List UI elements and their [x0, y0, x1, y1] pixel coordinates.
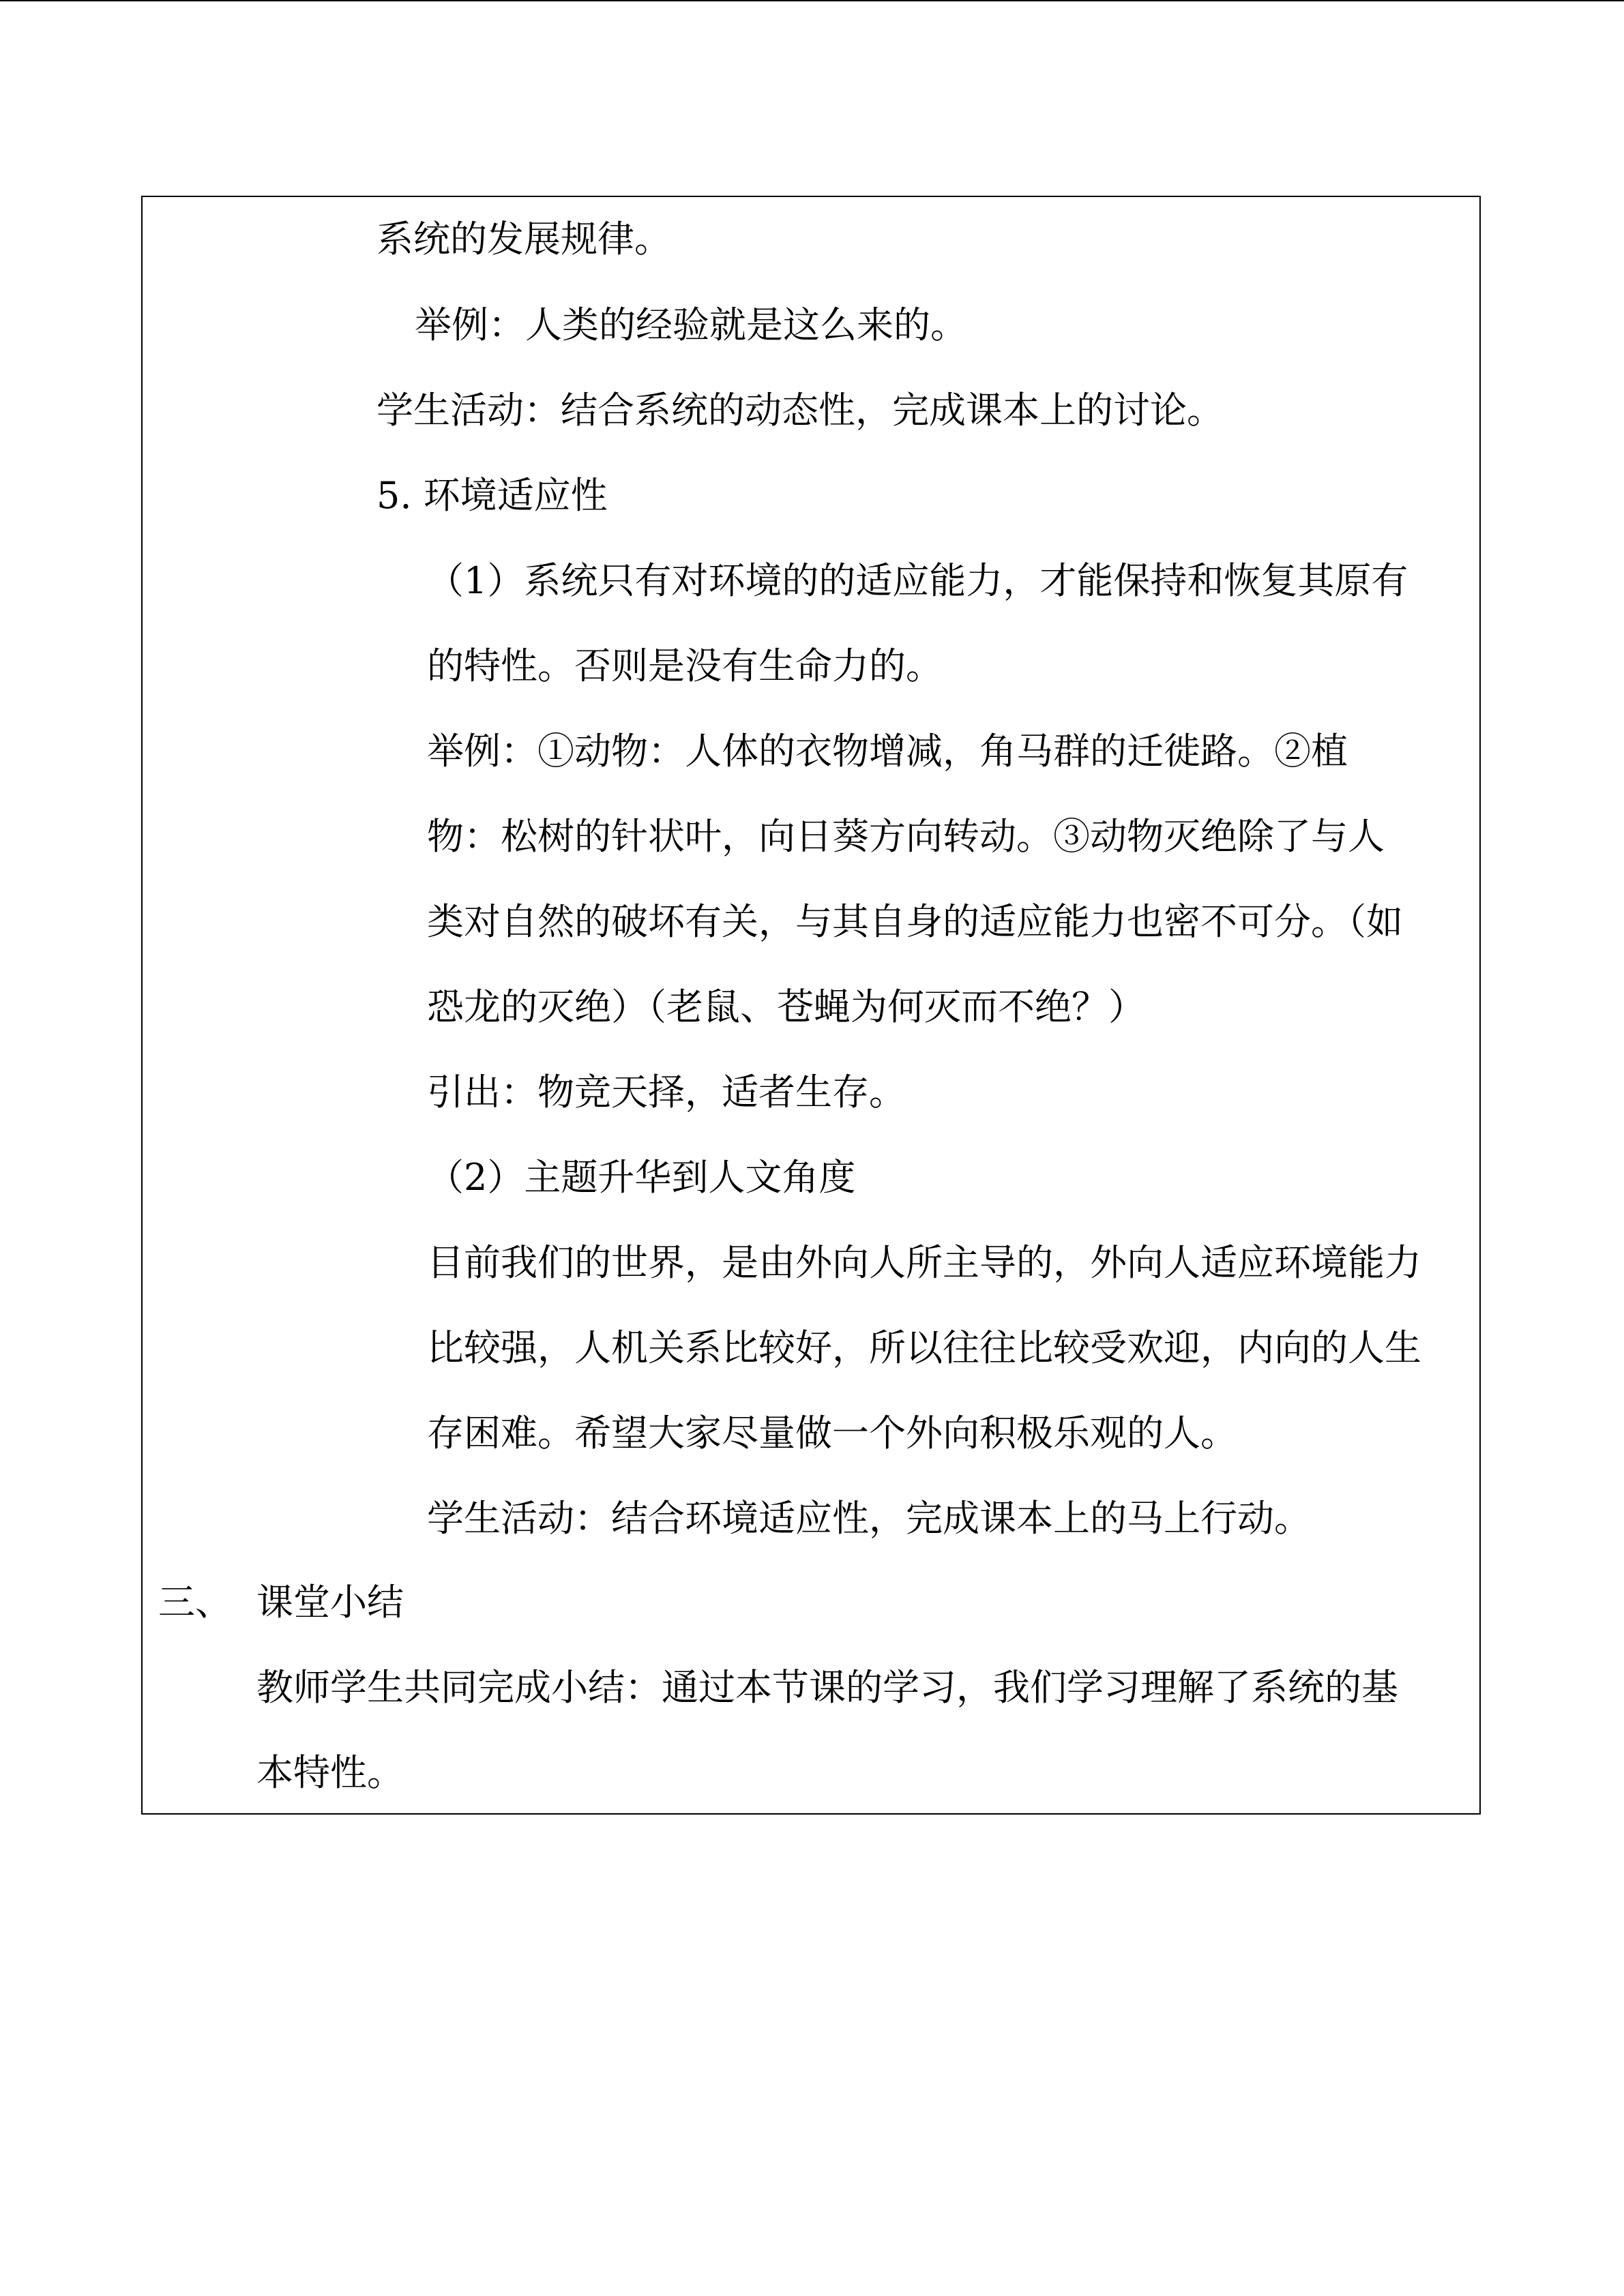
text-line-1: 系统的发展规律。	[377, 218, 671, 260]
text-line-16: 学生活动：结合环境适应性，完成课本上的马上行动。	[427, 1497, 1311, 1540]
text-line-9: 类对自然的破坏有关，与其自身的适应能力也密不可分。（如	[427, 900, 1403, 943]
text-line-8: 物：松树的针状叶，向日葵方向转动。③动物灭绝除了与人	[427, 815, 1385, 858]
text-line-10: 恐龙的灭绝）（老鼠、苍蝇为何灭而不绝？）	[427, 985, 1145, 1028]
text-line-13: 目前我们的世界，是由外向人所主导的，外向人适应环境能力	[427, 1241, 1421, 1284]
text-line-14: 比较强，人机关系比较好，所以往往比较受欢迎，内向的人生	[427, 1326, 1421, 1369]
summary-line-2: 本特性。	[256, 1751, 404, 1794]
text-line-11: 引出：物竞天择，适者生存。	[427, 1071, 906, 1114]
section-title: 课堂小结	[256, 1581, 404, 1624]
text-line-7: 举例：①动物：人体的衣物增减，角马群的迁徙路。②植	[427, 730, 1348, 773]
text-line-5: （1）系统只有对环境的的适应能力，才能保持和恢复其原有	[427, 559, 1408, 602]
text-line-12: （2）主题升华到人文角度	[427, 1156, 856, 1199]
text-line-3: 学生活动：结合系统的动态性，完成课本上的讨论。	[377, 389, 1224, 432]
text-line-2: 举例：人类的经验就是这么来的。	[415, 303, 967, 346]
text-line-15: 存困难。希望大家尽量做一个外向积极乐观的人。	[427, 1412, 1237, 1455]
summary-line-1: 教师学生共同完成小结：通过本节课的学习，我们学习理解了系统的基	[256, 1666, 1398, 1709]
text-line-6: 的特性。否则是没有生命力的。	[427, 644, 943, 687]
text-line-4: 5. 环境适应性	[377, 474, 608, 517]
section-number: 三、	[158, 1581, 232, 1624]
top-rule	[0, 0, 1624, 1]
